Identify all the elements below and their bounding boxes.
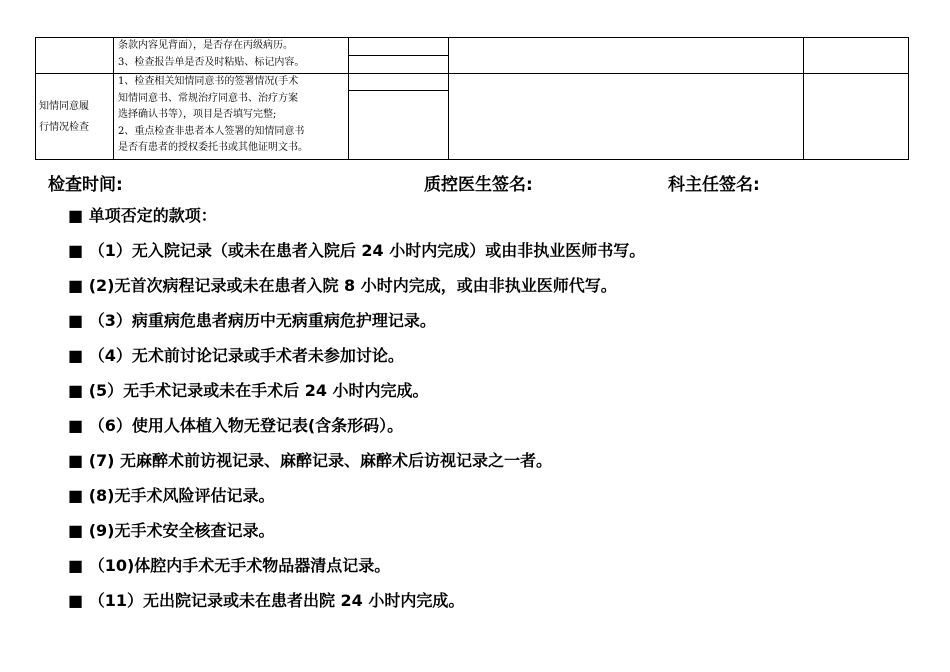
table-row	[36, 38, 909, 74]
list-item: ■ （1）无入院记录（或未在患者入院后 24 小时内完成）或由非执业医师书写。	[68, 241, 646, 260]
check-content-line: 是否有患者的授权委托书或其他证明文书。	[118, 142, 308, 153]
check-content-line: 条款内容见背面），是否存在丙级病历。	[118, 40, 293, 51]
problem-cell	[449, 38, 804, 74]
item-name-cell	[36, 38, 114, 74]
item-name-line: 知情同意履	[39, 100, 89, 112]
list-item: ■ (9)无手术安全核查记录。	[68, 521, 275, 540]
director-signature-label: 科主任签名:	[668, 175, 760, 195]
list-item: ■ （10)体腔内手术无手术物品器清点记录。	[68, 556, 391, 575]
table-row	[36, 74, 909, 160]
score-cell	[349, 38, 449, 74]
list-item: ■ (8)无手术风险评估记录。	[68, 486, 275, 505]
veto-items-list	[68, 202, 645, 622]
list-item: ■ (2)无首次病程记录或未在患者入院 8 小时内完成，或由非执业医师代写。	[68, 276, 617, 295]
list-item: ■ (5）无手术记录或未在手术后 24 小时内完成。	[68, 381, 429, 400]
deduction-cell	[804, 74, 909, 160]
list-item: ■ （3）病重病危患者病历中无病重病危护理记录。	[68, 311, 436, 330]
list-item: ■ （11）无出院记录或未在患者出院 24 小时内完成。	[68, 591, 465, 610]
item-name-cell	[36, 74, 114, 160]
check-content-cell	[114, 74, 349, 160]
check-time-label: 检查时间:	[48, 175, 123, 195]
problem-cell	[449, 74, 804, 160]
check-content-cell	[114, 38, 349, 74]
list-item: ■ (7) 无麻醉术前访视记录、麻醉记录、麻醉术后访视记录之一者。	[68, 451, 553, 470]
score-cell	[349, 74, 449, 160]
check-content-line: 知情同意书、常规治疗同意书、治疗方案	[118, 92, 298, 104]
check-content-line: 选择确认书等），项目是否填写完整;	[118, 109, 277, 120]
list-item: ■ （6）使用人体植入物无登记表(含条形码）。	[68, 416, 404, 435]
deduction-cell	[804, 38, 909, 74]
list-item: ■ （4）无术前讨论记录或手术者未参加讨论。	[68, 346, 404, 365]
item-name-line: 行情况检查	[39, 121, 89, 133]
check-content-line: 2、重点检查非患者本人签署的知情同意书	[118, 125, 305, 137]
check-content-line: 1、检查相关知情同意书的签署情况(手术	[118, 76, 299, 87]
qc-doctor-signature-label: 质控医生签名:	[424, 175, 533, 195]
check-content-line: 3、检查报告单是否及时粘贴、标记内容。	[118, 56, 305, 68]
record-check-table	[35, 37, 909, 160]
veto-heading: ■ 单项否定的款项：	[68, 206, 217, 225]
